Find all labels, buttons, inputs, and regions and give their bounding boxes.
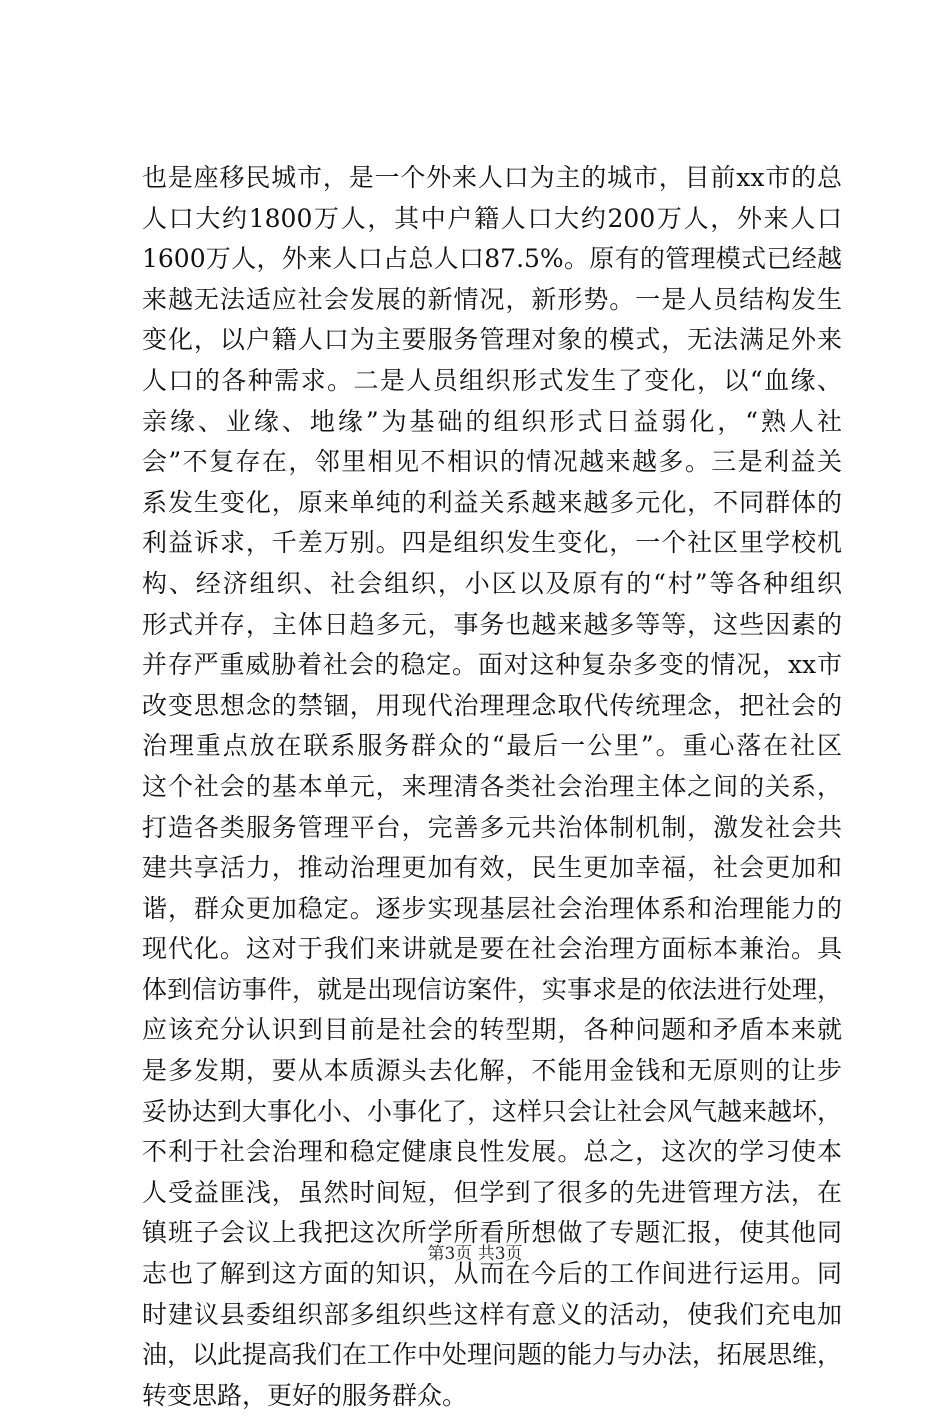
- paragraph-line: 变化，以户籍人口为主要服务管理对象的模式，无法满足外来: [142, 325, 842, 355]
- paragraph-line: 现代化。这对于我们来讲就是要在社会治理方面标本兼治。具: [142, 934, 842, 964]
- paragraph-line: 人口大约1800万人，其中户籍人口大约200万人，外来人口: [142, 203, 842, 233]
- paragraph-line: 志也了解到这方面的知识，从而在今后的工作间进行运用。同: [142, 1259, 842, 1289]
- paragraph-line: 油，以此提高我们在工作中处理问题的能力与办法，拓展思维，: [142, 1340, 843, 1370]
- paragraph-line: 改变思想念的禁锢，用现代治理理念取代传统理念，把社会的: [142, 690, 842, 720]
- paragraph-line: 时建议县委组织部多组织些这样有意义的活动，使我们充电加: [142, 1299, 842, 1329]
- paragraph-line: 也是座移民城市，是一个外来人口为主的城市，目前xx市的总: [142, 163, 842, 192]
- paragraph-line: 妥协达到大事化小、小事化了，这样只会让社会风气越来越坏，: [142, 1096, 843, 1126]
- paragraph-line: 并存严重威胁着社会的稳定。面对这种复杂多变的情况，xx市: [142, 650, 842, 680]
- paragraph-line: 来越无法适应社会发展的新情况，新形势。一是人员结构发生: [142, 284, 842, 314]
- paragraph-line: 形式并存，主体日趋多元，事务也越来越多等等，这些因素的: [142, 609, 842, 639]
- paragraph-line: 谐，群众更加稳定。逐步实现基层社会治理体系和治理能力的: [142, 893, 842, 923]
- page-number-footer: 第3页 共3页: [427, 1244, 523, 1264]
- paragraph-line: 体到信访事件，就是出现信访案件，实事求是的依法进行处理，: [142, 974, 843, 1004]
- paragraph-line: 打造各类服务管理平台，完善多元共治体制机制，激发社会共: [142, 812, 842, 842]
- paragraph-line: 利益诉求，千差万别。四是组织发生变化，一个社区里学校机: [142, 528, 842, 558]
- paragraph-line: 会”不复存在，邻里相见不相识的情况越来越多。三是利益关: [142, 447, 842, 477]
- paragraph-line: 是多发期，要从本质源头去化解，不能用金钱和无原则的让步: [142, 1056, 842, 1086]
- paragraph-line: 建共享活力，推动治理更加有效，民生更加幸福，社会更加和: [142, 853, 842, 883]
- paragraph-line: 镇班子会议上我把这次所学所看所想做了专题汇报，使其他同: [142, 1218, 842, 1248]
- paragraph-line: 人口的各种需求。二是人员组织形式发生了变化，以“血缘、: [142, 365, 842, 395]
- paragraph-line: 不利于社会治理和稳定健康良性发展。总之，这次的学习使本: [142, 1137, 842, 1167]
- paragraph-line: 转变思路，更好的服务群众。: [142, 1380, 468, 1410]
- paragraph-line: 这个社会的基本单元，来理清各类社会治理主体之间的关系，: [142, 771, 842, 801]
- paragraph-line: 人受益匪浅，虽然时间短，但学到了很多的先进管理方法，在: [142, 1177, 842, 1207]
- paragraph-line: 系发生变化，原来单纯的利益关系越来越多元化，不同群体的: [142, 487, 842, 517]
- paragraph-line: 构、经济组织、社会组织，小区以及原有的“村”等各种组织: [142, 568, 842, 598]
- paragraph-line: 治理重点放在联系服务群众的“最后一公里”。重心落在社区: [142, 731, 842, 761]
- paragraph-line: 亲缘、业缘、地缘”为基础的组织形式日益弱化，“熟人社: [142, 406, 842, 436]
- body-paragraph: [142, 158, 842, 1416]
- paragraph-line: 应该充分认识到目前是社会的转型期，各种问题和矛盾本来就: [142, 1015, 842, 1045]
- paragraph-line: 1600万人，外来人口占总人口87.5%。原有的管理模式已经越: [142, 244, 842, 274]
